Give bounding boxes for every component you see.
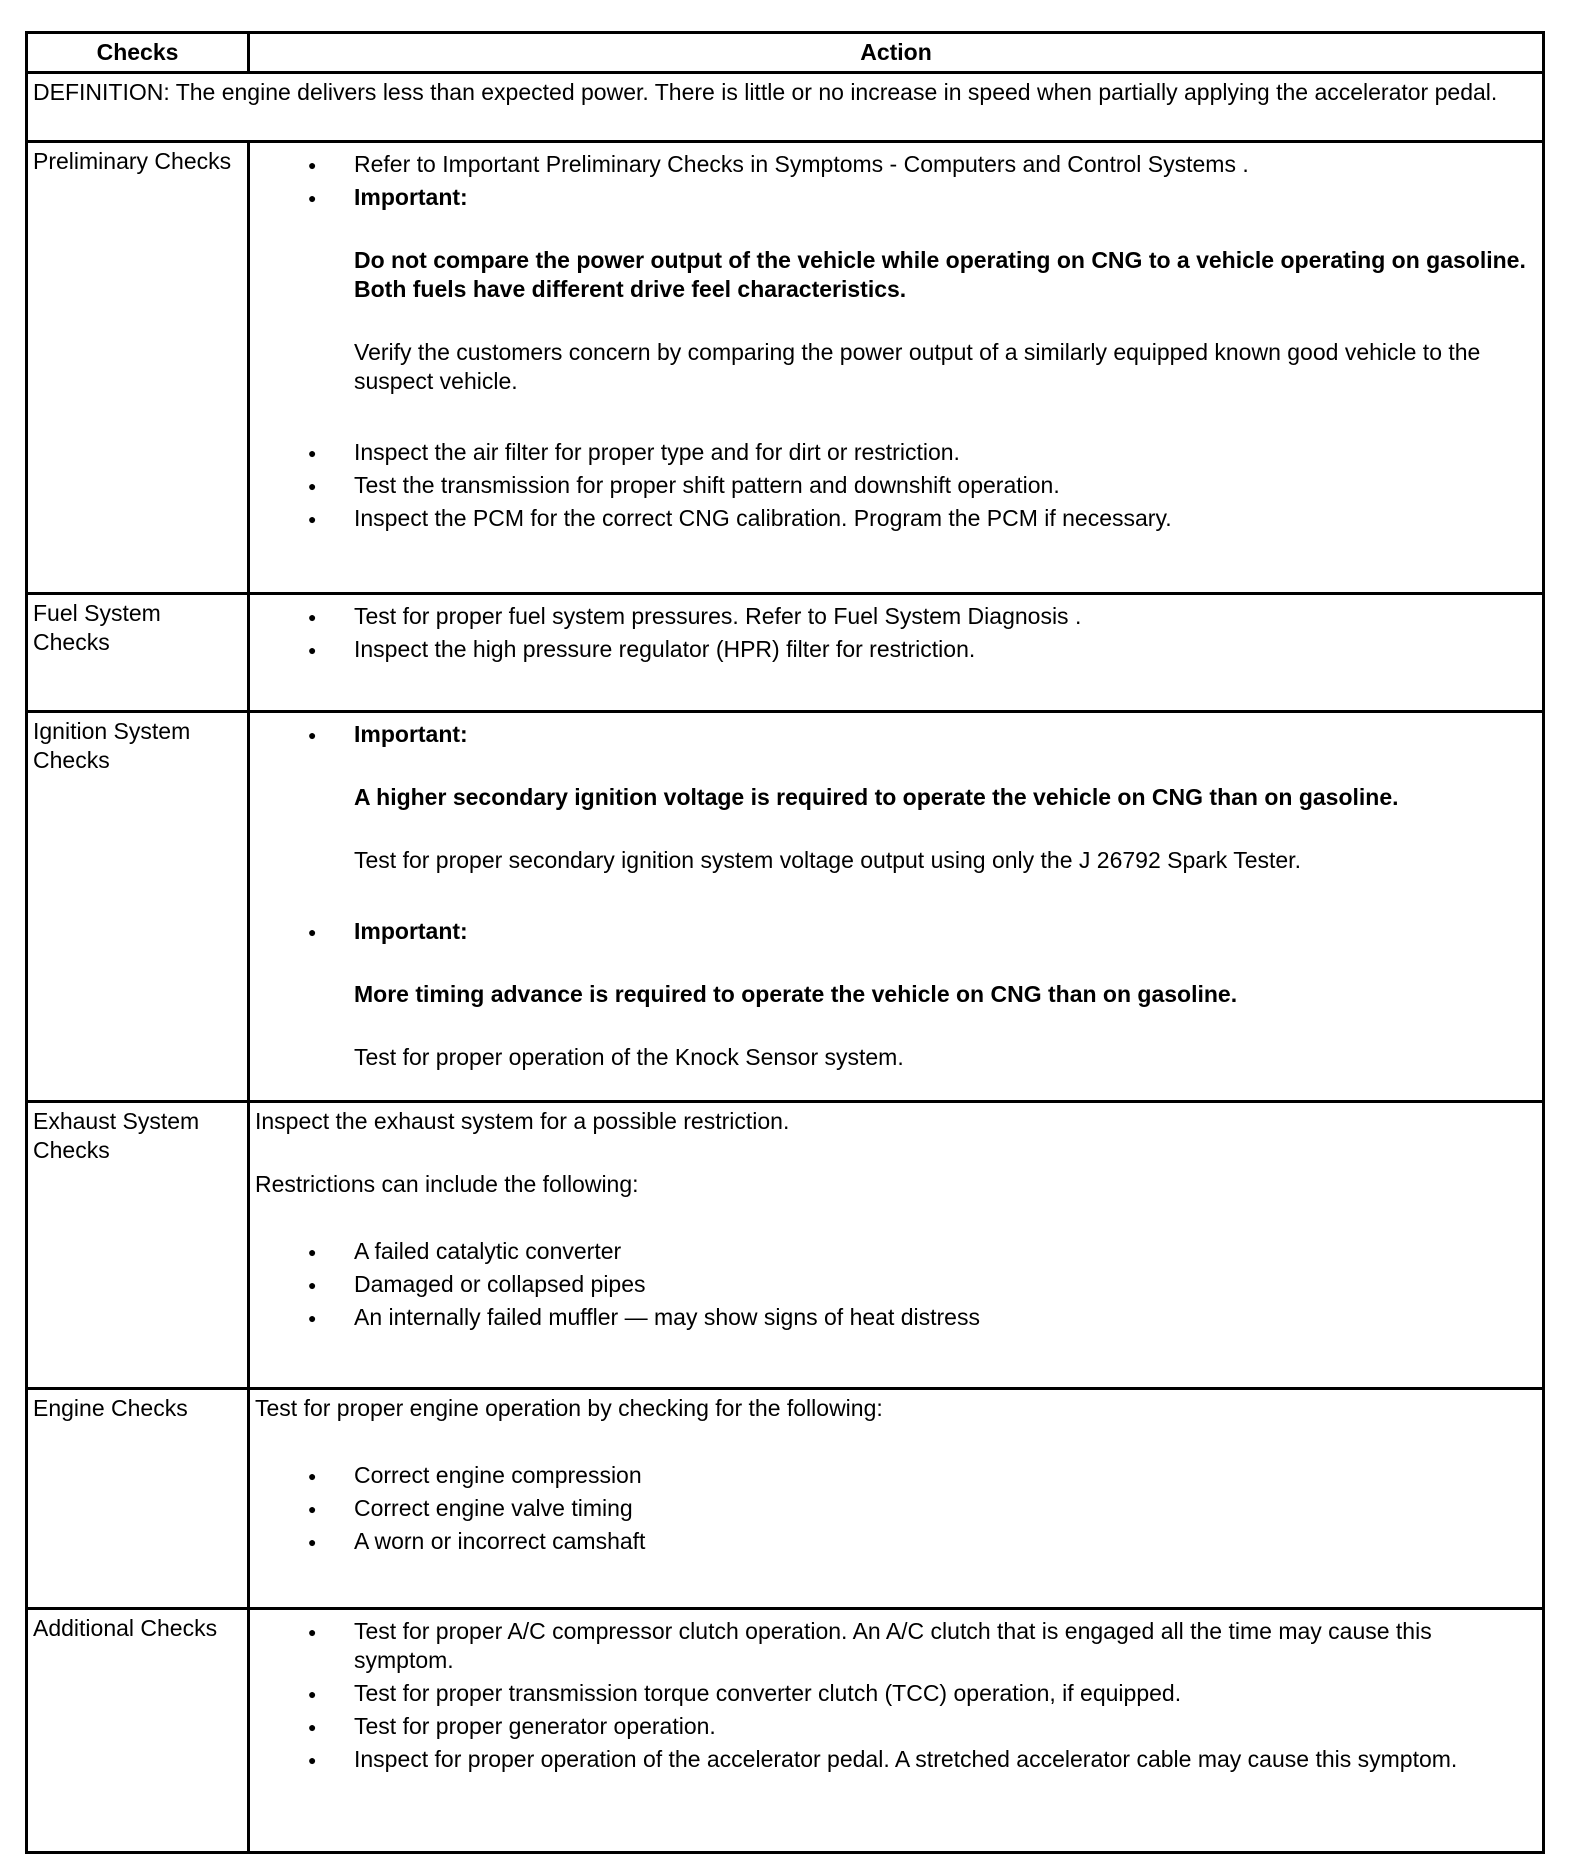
important-label: ● Important:: [354, 721, 468, 747]
list-item: ● Test for proper generator operation.: [255, 1712, 1537, 1741]
list-item: ● Refer to Important Preliminary Checks in Symptoms - Computers and Control Systems .: [255, 150, 1537, 179]
note-text: Test for proper secondary ignition system voltage output using only the J 26792 Spark Tester.: [354, 847, 1301, 873]
diagnostic-table: [25, 31, 1545, 1854]
note-text: Verify the customers concern by comparing the power output of a similarly equipped known good vehicle to the suspect vehicle.: [354, 339, 1481, 394]
row-action-preliminary: [249, 142, 1544, 594]
important-label: ● Important:: [354, 184, 468, 210]
row-label-exhaust: Exhaust System Checks: [27, 1102, 249, 1389]
bullet-list: [255, 1617, 1537, 1774]
list-item: ● Damaged or collapsed pipes: [255, 1270, 1537, 1299]
table-row-preliminary: [27, 142, 1544, 594]
row-label-additional: Additional Checks: [27, 1609, 249, 1853]
row-label-preliminary: Preliminary Checks: [27, 142, 249, 594]
definition-row: [27, 73, 1544, 142]
table-row-exhaust: [27, 1102, 1544, 1389]
bullet-list: [255, 1461, 1537, 1556]
bullet-list: [255, 720, 1537, 1072]
engine-lead: Test for proper engine operation by checking for the following:: [255, 1395, 883, 1421]
important-note: More timing advance is required to operate the vehicle on CNG than on gasoline.: [354, 981, 1238, 1007]
list-item: ● Inspect the high pressure regulator (HPR) filter for restriction.: [255, 635, 1537, 664]
important-note: Do not compare the power output of the vehicle while operating on CNG to a vehicle operating on gasoline. Both fuels have different drive feel characteristics.: [354, 247, 1526, 302]
list-item: ● Correct engine compression: [255, 1461, 1537, 1490]
exhaust-lead: Restrictions can include the following:: [255, 1171, 639, 1197]
bullet-list: [255, 602, 1537, 664]
bullet-list: [255, 150, 1537, 533]
row-action-engine: [249, 1389, 1544, 1609]
list-item: ● An internally failed muffler — may show signs of heat distress: [255, 1303, 1537, 1332]
list-item: ● A failed catalytic converter: [255, 1237, 1537, 1266]
header-row: [27, 33, 1544, 73]
row-action-additional: [249, 1609, 1544, 1853]
list-item: ● Test the transmission for proper shift pattern and downshift operation.: [255, 471, 1537, 500]
table-row-engine: [27, 1389, 1544, 1609]
row-label-fuel: Fuel System Checks: [27, 594, 249, 712]
checks-header: Checks: [27, 33, 249, 73]
row-label-engine: Engine Checks: [27, 1389, 249, 1609]
note-text: Test for proper operation of the Knock Sensor system.: [354, 1044, 904, 1070]
important-note: A higher secondary ignition voltage is required to operate the vehicle on CNG than on gasoline.: [354, 784, 1399, 810]
list-item: [255, 917, 1537, 1072]
list-item: ● Inspect for proper operation of the accelerator pedal. A stretched accelerator cable may cause this symptom.: [255, 1745, 1537, 1774]
list-item: ● Inspect the air filter for proper type and for dirt or restriction.: [255, 438, 1537, 467]
exhaust-intro: Inspect the exhaust system for a possible restriction.: [255, 1108, 790, 1134]
row-action-fuel: [249, 594, 1544, 712]
list-item: ● Test for proper transmission torque converter clutch (TCC) operation, if equipped.: [255, 1679, 1537, 1708]
important-label: ● Important:: [354, 918, 468, 944]
list-item: ● Test for proper A/C compressor clutch operation. An A/C clutch that is engaged all the time may cause this symptom.: [255, 1617, 1537, 1675]
list-item: [255, 183, 1537, 434]
list-item: ● A worn or incorrect camshaft: [255, 1527, 1537, 1556]
row-action-ignition: [249, 712, 1544, 1102]
list-item: ● Inspect the PCM for the correct CNG calibration. Program the PCM if necessary.: [255, 504, 1537, 533]
table-row-ignition: [27, 712, 1544, 1102]
action-header: Action: [249, 33, 1544, 73]
table-row-additional: [27, 1609, 1544, 1853]
table-row-fuel: [27, 594, 1544, 712]
definition-text: DEFINITION: The engine delivers less than expected power. There is little or no increase in speed when partially applying the accelerator pedal.: [27, 73, 1544, 142]
row-label-ignition: Ignition System Checks: [27, 712, 249, 1102]
row-action-exhaust: [249, 1102, 1544, 1389]
bullet-list: [255, 1237, 1537, 1332]
list-item: ● Test for proper fuel system pressures. Refer to Fuel System Diagnosis .: [255, 602, 1537, 631]
list-item: ● Correct engine valve timing: [255, 1494, 1537, 1523]
list-item: [255, 720, 1537, 913]
